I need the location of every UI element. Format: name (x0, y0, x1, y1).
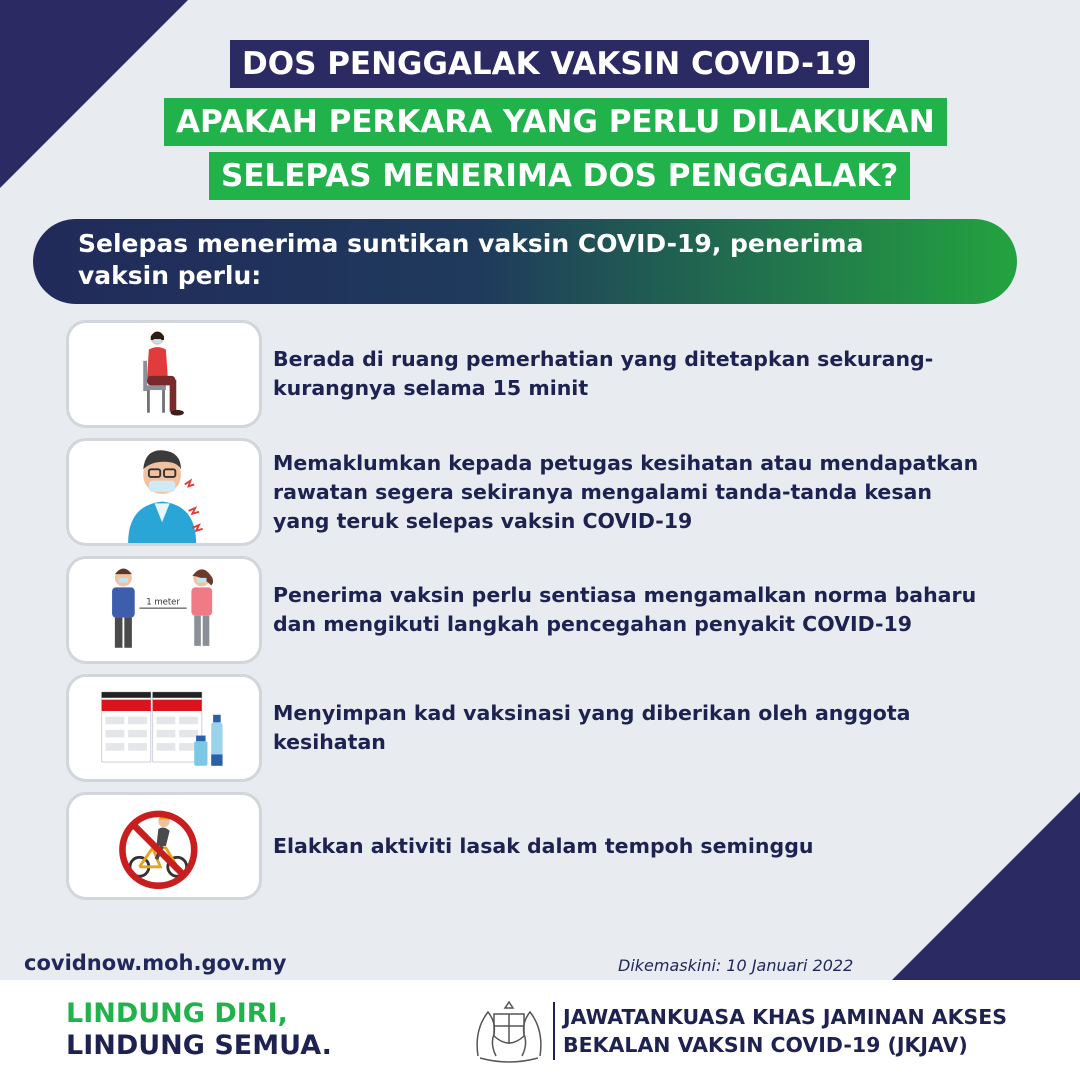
footer-divider (553, 1002, 555, 1060)
step-text-3: Penerima vaksin perlu sentiasa mengamalkan norma baharu dan mengikuti langkah pencegahan penyakit COVID-19 (273, 583, 977, 636)
title-line-1: DOS PENGGALAK VAKSIN COVID-19 (230, 40, 869, 88)
committee-name (563, 1003, 1007, 1059)
title-line-3: SELEPAS MENERIMA DOS PENGGALAK? (209, 152, 910, 200)
step-text-1: Berada di ruang pemerhatian yang ditetapkan sekurang- kurangnya selama 15 minit (273, 347, 934, 400)
committee-line-1: JAWATANKUASA KHAS JAMINAN AKSES (563, 1005, 1008, 1029)
step-row-1 (66, 320, 1066, 428)
social-distance-icon (66, 556, 262, 664)
slogan-line-1: LINDUNG DIRI, (66, 998, 288, 1029)
step-text-2: Memaklumkan kepada petugas kesihatan atau mendapatkan rawatan segera sekiranya mengalami tanda-tanda kesan yang teruk selepas vaksin COVID-19 (273, 450, 979, 533)
corner-decoration-top-left (0, 0, 188, 188)
seated-person-icon (66, 320, 262, 428)
no-cycling-icon (66, 792, 262, 900)
slogan (66, 998, 332, 1062)
footer (0, 980, 1080, 1080)
intro-banner-line-1: Selepas menerima suntikan vaksin COVID-19, penerima (78, 229, 864, 258)
step-row-2 (66, 438, 1066, 546)
step-row-3 (66, 556, 1066, 664)
distance-label: 1 meter (146, 597, 180, 608)
unwell-person-icon (66, 438, 262, 546)
vaccination-card-icon (66, 674, 262, 782)
committee-line-2: BEKALAN VAKSIN COVID-19 (JKJAV) (563, 1033, 968, 1057)
step-text-4: Menyimpan kad vaksinasi yang diberikan oleh anggota kesihatan (273, 701, 911, 754)
website-url[interactable]: covidnow.moh.gov.my (24, 951, 287, 975)
intro-banner-line-2: vaksin perlu: (78, 261, 262, 290)
step-row-5 (66, 792, 1066, 900)
title-line-2: APAKAH PERKARA YANG PERLU DILAKUKAN (164, 98, 947, 146)
step-row-4 (66, 674, 1066, 782)
slogan-line-2: LINDUNG SEMUA. (66, 1030, 332, 1061)
update-date: Dikemaskini: 10 Januari 2022 (618, 956, 854, 975)
intro-banner (33, 219, 1017, 304)
coat-of-arms-icon (470, 996, 548, 1066)
step-text-5: Elakkan aktiviti lasak dalam tempoh seminggu (273, 833, 814, 858)
